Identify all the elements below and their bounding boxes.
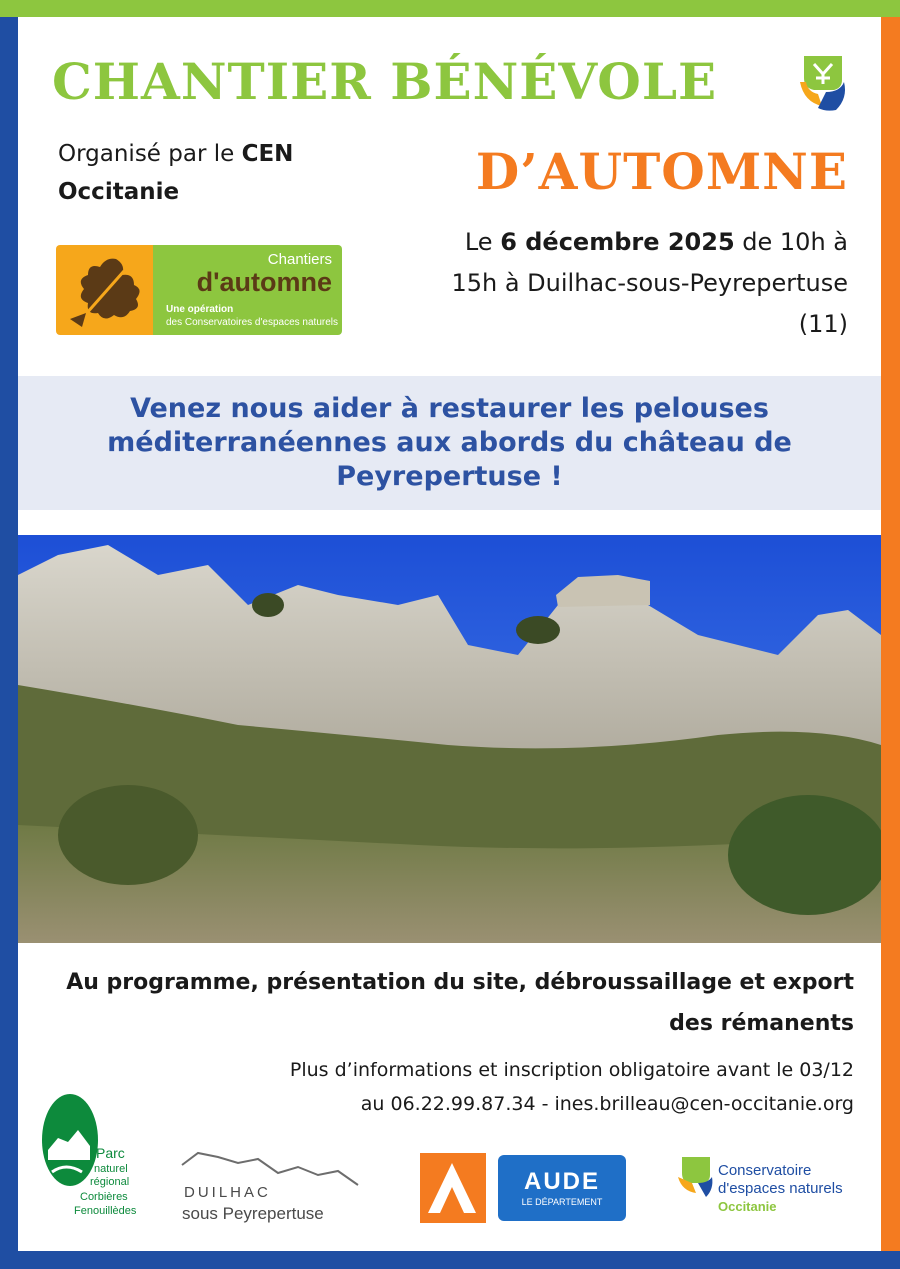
right-orange-bar [881,17,900,1269]
info-line-1: Plus d’informations et inscription obligatoire avant le 03/12 [289,1059,854,1081]
aude-subtitle: LE DÉPARTEMENT [521,1197,603,1207]
organizer-name: CEN Occitanie [58,141,294,205]
chantiers-automne-logo [56,245,342,335]
callout-box [18,376,881,510]
parc-line-3: régional [90,1176,130,1188]
cen-line-3: Occitanie [718,1199,777,1214]
bottom-blue-bar [0,1251,900,1269]
duilhac-logo [178,1145,373,1225]
event-date: 6 décembre 2025 [500,228,735,256]
callout-text: Venez nous aider à restaurer les pelouses méditerranéennes aux abords du château de Peyrepertuse ! [107,393,792,492]
oak-leaf-icon [64,253,152,329]
organizer-prefix: Organisé par le [58,141,242,167]
cen-line-2: d'espaces naturels [718,1180,843,1197]
cen-occitanie-logo [676,1153,866,1225]
aude-name: AUDE [523,1168,601,1195]
cen-line-1: Conservatoire [718,1162,812,1179]
event-suffix: de 10h à 15h à Duilhac-sous-Peyrepertuse (11) [451,228,848,338]
chantiers-logo-line1: Chantiers [267,251,332,268]
parc-line-1: Parc [96,1145,125,1161]
parc-line-5: Fenouillèdes [74,1205,137,1217]
chantiers-logo-line4: des Conservatoires d'espaces naturels [166,317,339,328]
duilhac-line-2: sous Peyrepertuse [182,1204,324,1223]
castle-landscape-photo [18,535,881,943]
program-text: Au programme, présentation du site, débroussaillage et export des rémanents [66,970,854,1036]
top-green-bar [0,0,900,17]
title-line-1: CHANTIER BÉNÉVOLE [52,52,718,111]
left-blue-bar [0,17,18,1269]
event-prefix: Le [464,228,501,256]
organizer-text [58,135,378,211]
chantiers-logo-line2: d'automne [196,267,332,297]
chantiers-logo-line3: Une opération [166,304,234,315]
duilhac-line-1: DUILHAC [184,1184,271,1201]
info-block [54,1053,854,1121]
info-contact[interactable]: au 06.22.99.87.34 - ines.brilleau@cen-occitanie.org [360,1093,854,1115]
title-line-2: D’AUTOMNE [475,142,848,201]
parc-line-2: naturel [94,1163,128,1175]
parc-line-4: Corbières [80,1191,128,1203]
event-details [428,222,848,345]
aude-departement-logo [420,1153,628,1223]
parc-naturel-logo [38,1090,146,1225]
cen-logo-icon [796,52,850,114]
